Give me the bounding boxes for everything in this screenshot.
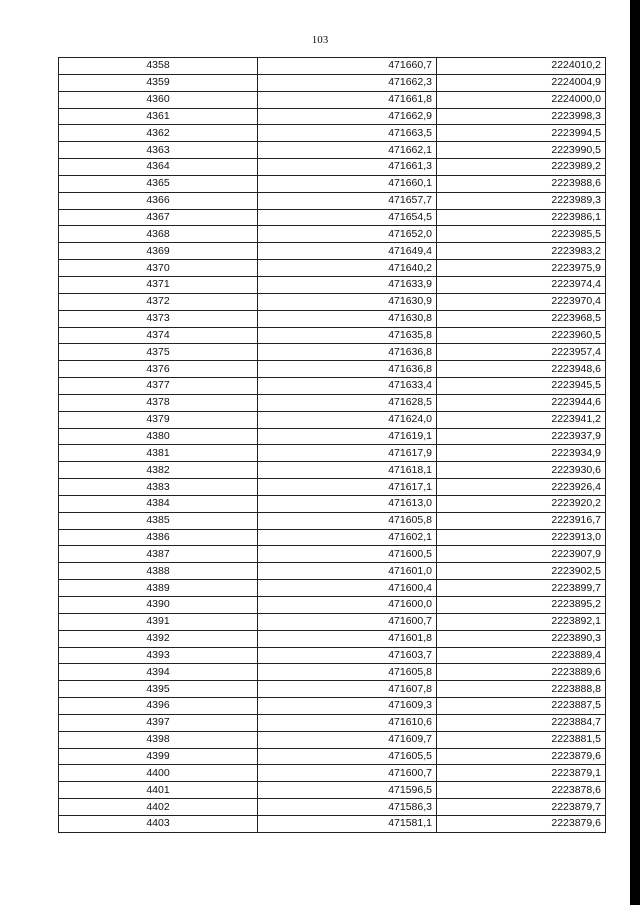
y-coordinate-cell: 2223930,6 [437,462,606,479]
point-number-cell: 4388 [59,563,258,580]
x-coordinate-cell: 471662,9 [258,108,437,125]
point-number-cell: 4384 [59,495,258,512]
y-coordinate-cell: 2223994,5 [437,125,606,142]
coordinates-table-body [59,58,606,833]
y-coordinate-cell: 2223941,2 [437,411,606,428]
x-coordinate-cell: 471609,7 [258,731,437,748]
table-row [59,394,606,411]
point-number-cell: 4366 [59,192,258,209]
point-number-cell: 4377 [59,378,258,395]
point-number-cell: 4385 [59,512,258,529]
table-row [59,714,606,731]
x-coordinate-cell: 471654,5 [258,209,437,226]
point-number-cell: 4365 [59,175,258,192]
y-coordinate-cell: 2223879,6 [437,748,606,765]
x-coordinate-cell: 471600,5 [258,546,437,563]
table-row [59,310,606,327]
x-coordinate-cell: 471618,1 [258,462,437,479]
point-number-cell: 4390 [59,597,258,614]
point-number-cell: 4380 [59,428,258,445]
x-coordinate-cell: 471586,3 [258,799,437,816]
y-coordinate-cell: 2223879,1 [437,765,606,782]
y-coordinate-cell: 2223892,1 [437,613,606,630]
table-row [59,175,606,192]
x-coordinate-cell: 471581,1 [258,815,437,832]
x-coordinate-cell: 471652,0 [258,226,437,243]
x-coordinate-cell: 471636,8 [258,361,437,378]
table-row [59,580,606,597]
y-coordinate-cell: 2223879,7 [437,799,606,816]
y-coordinate-cell: 2223899,7 [437,580,606,597]
point-number-cell: 4392 [59,630,258,647]
x-coordinate-cell: 471640,2 [258,260,437,277]
y-coordinate-cell: 2223889,4 [437,647,606,664]
y-coordinate-cell: 2223881,5 [437,731,606,748]
x-coordinate-cell: 471636,8 [258,344,437,361]
y-coordinate-cell: 2223970,4 [437,293,606,310]
point-number-cell: 4386 [59,529,258,546]
point-number-cell: 4393 [59,647,258,664]
y-coordinate-cell: 2223948,6 [437,361,606,378]
table-row [59,613,606,630]
scan-edge-strip [630,0,640,905]
x-coordinate-cell: 471610,6 [258,714,437,731]
table-row [59,731,606,748]
table-row [59,378,606,395]
y-coordinate-cell: 2223945,5 [437,378,606,395]
x-coordinate-cell: 471613,0 [258,495,437,512]
y-coordinate-cell: 2223879,6 [437,815,606,832]
page-number: 103 [311,34,329,46]
x-coordinate-cell: 471660,7 [258,58,437,75]
table-row [59,529,606,546]
x-coordinate-cell: 471601,8 [258,630,437,647]
y-coordinate-cell: 2223895,2 [437,597,606,614]
table-row [59,765,606,782]
y-coordinate-cell: 2223926,4 [437,479,606,496]
x-coordinate-cell: 471601,0 [258,563,437,580]
point-number-cell: 4391 [59,613,258,630]
point-number-cell: 4389 [59,580,258,597]
point-number-cell: 4396 [59,698,258,715]
y-coordinate-cell: 2223957,4 [437,344,606,361]
x-coordinate-cell: 471596,5 [258,782,437,799]
x-coordinate-cell: 471600,7 [258,613,437,630]
point-number-cell: 4397 [59,714,258,731]
y-coordinate-cell: 2223974,4 [437,276,606,293]
point-number-cell: 4375 [59,344,258,361]
point-number-cell: 4371 [59,276,258,293]
y-coordinate-cell: 2223985,5 [437,226,606,243]
x-coordinate-cell: 471628,5 [258,394,437,411]
table-row [59,748,606,765]
point-number-cell: 4383 [59,479,258,496]
y-coordinate-cell: 2223937,9 [437,428,606,445]
point-number-cell: 4399 [59,748,258,765]
x-coordinate-cell: 471660,1 [258,175,437,192]
table-row [59,445,606,462]
table-row [59,799,606,816]
y-coordinate-cell: 2223989,3 [437,192,606,209]
table-row [59,159,606,176]
table-row [59,462,606,479]
table-row [59,428,606,445]
y-coordinate-cell: 2223983,2 [437,243,606,260]
x-coordinate-cell: 471661,8 [258,91,437,108]
table-row [59,815,606,832]
point-number-cell: 4359 [59,74,258,91]
point-number-cell: 4378 [59,394,258,411]
x-coordinate-cell: 471619,1 [258,428,437,445]
table-row [59,495,606,512]
table-row [59,260,606,277]
x-coordinate-cell: 471662,3 [258,74,437,91]
table-row [59,647,606,664]
x-coordinate-cell: 471602,1 [258,529,437,546]
table-row [59,293,606,310]
table-row [59,192,606,209]
y-coordinate-cell: 2223988,6 [437,175,606,192]
point-number-cell: 4382 [59,462,258,479]
y-coordinate-cell: 2223916,7 [437,512,606,529]
point-number-cell: 4358 [59,58,258,75]
table-row [59,546,606,563]
y-coordinate-cell: 2224004,9 [437,74,606,91]
y-coordinate-cell: 2223884,7 [437,714,606,731]
x-coordinate-cell: 471633,9 [258,276,437,293]
table-row [59,209,606,226]
point-number-cell: 4368 [59,226,258,243]
point-number-cell: 4398 [59,731,258,748]
point-number-cell: 4360 [59,91,258,108]
table-row [59,243,606,260]
x-coordinate-cell: 471633,4 [258,378,437,395]
y-coordinate-cell: 2223902,5 [437,563,606,580]
y-coordinate-cell: 2223887,5 [437,698,606,715]
x-coordinate-cell: 471662,1 [258,142,437,159]
point-number-cell: 4363 [59,142,258,159]
point-number-cell: 4394 [59,664,258,681]
point-number-cell: 4395 [59,681,258,698]
table-row [59,142,606,159]
x-coordinate-cell: 471605,5 [258,748,437,765]
point-number-cell: 4362 [59,125,258,142]
y-coordinate-cell: 2223920,2 [437,495,606,512]
x-coordinate-cell: 471617,9 [258,445,437,462]
point-number-cell: 4374 [59,327,258,344]
point-number-cell: 4369 [59,243,258,260]
point-number-cell: 4364 [59,159,258,176]
x-coordinate-cell: 471630,9 [258,293,437,310]
coordinates-table [58,57,606,833]
table-row [59,479,606,496]
table-row [59,630,606,647]
y-coordinate-cell: 2223878,6 [437,782,606,799]
y-coordinate-cell: 2223998,3 [437,108,606,125]
x-coordinate-cell: 471624,0 [258,411,437,428]
table-row [59,698,606,715]
point-number-cell: 4401 [59,782,258,799]
y-coordinate-cell: 2223989,2 [437,159,606,176]
x-coordinate-cell: 471649,4 [258,243,437,260]
y-coordinate-cell: 2223975,9 [437,260,606,277]
table-row [59,563,606,580]
x-coordinate-cell: 471603,7 [258,647,437,664]
table-row [59,58,606,75]
y-coordinate-cell: 2223990,5 [437,142,606,159]
point-number-cell: 4372 [59,293,258,310]
y-coordinate-cell: 2224010,2 [437,58,606,75]
x-coordinate-cell: 471600,0 [258,597,437,614]
y-coordinate-cell: 2224000,0 [437,91,606,108]
table-row [59,226,606,243]
y-coordinate-cell: 2223944,6 [437,394,606,411]
table-row [59,125,606,142]
table-row [59,327,606,344]
table-row [59,411,606,428]
y-coordinate-cell: 2223889,6 [437,664,606,681]
point-number-cell: 4367 [59,209,258,226]
table-row [59,108,606,125]
y-coordinate-cell: 2223960,5 [437,327,606,344]
x-coordinate-cell: 471600,7 [258,765,437,782]
point-number-cell: 4381 [59,445,258,462]
point-number-cell: 4402 [59,799,258,816]
table-row [59,361,606,378]
table-row [59,276,606,293]
point-number-cell: 4387 [59,546,258,563]
y-coordinate-cell: 2223968,5 [437,310,606,327]
x-coordinate-cell: 471605,8 [258,664,437,681]
y-coordinate-cell: 2223986,1 [437,209,606,226]
point-number-cell: 4376 [59,361,258,378]
x-coordinate-cell: 471617,1 [258,479,437,496]
x-coordinate-cell: 471661,3 [258,159,437,176]
table-row [59,344,606,361]
y-coordinate-cell: 2223888,8 [437,681,606,698]
table-row [59,664,606,681]
table-row [59,782,606,799]
y-coordinate-cell: 2223934,9 [437,445,606,462]
point-number-cell: 4403 [59,815,258,832]
x-coordinate-cell: 471600,4 [258,580,437,597]
table-row [59,74,606,91]
point-number-cell: 4373 [59,310,258,327]
x-coordinate-cell: 471605,8 [258,512,437,529]
table-row [59,91,606,108]
y-coordinate-cell: 2223890,3 [437,630,606,647]
x-coordinate-cell: 471607,8 [258,681,437,698]
x-coordinate-cell: 471609,3 [258,698,437,715]
x-coordinate-cell: 471657,7 [258,192,437,209]
y-coordinate-cell: 2223907,9 [437,546,606,563]
table-row [59,681,606,698]
table-row [59,597,606,614]
point-number-cell: 4370 [59,260,258,277]
x-coordinate-cell: 471663,5 [258,125,437,142]
x-coordinate-cell: 471635,8 [258,327,437,344]
point-number-cell: 4400 [59,765,258,782]
table-row [59,512,606,529]
point-number-cell: 4379 [59,411,258,428]
x-coordinate-cell: 471630,8 [258,310,437,327]
point-number-cell: 4361 [59,108,258,125]
y-coordinate-cell: 2223913,0 [437,529,606,546]
